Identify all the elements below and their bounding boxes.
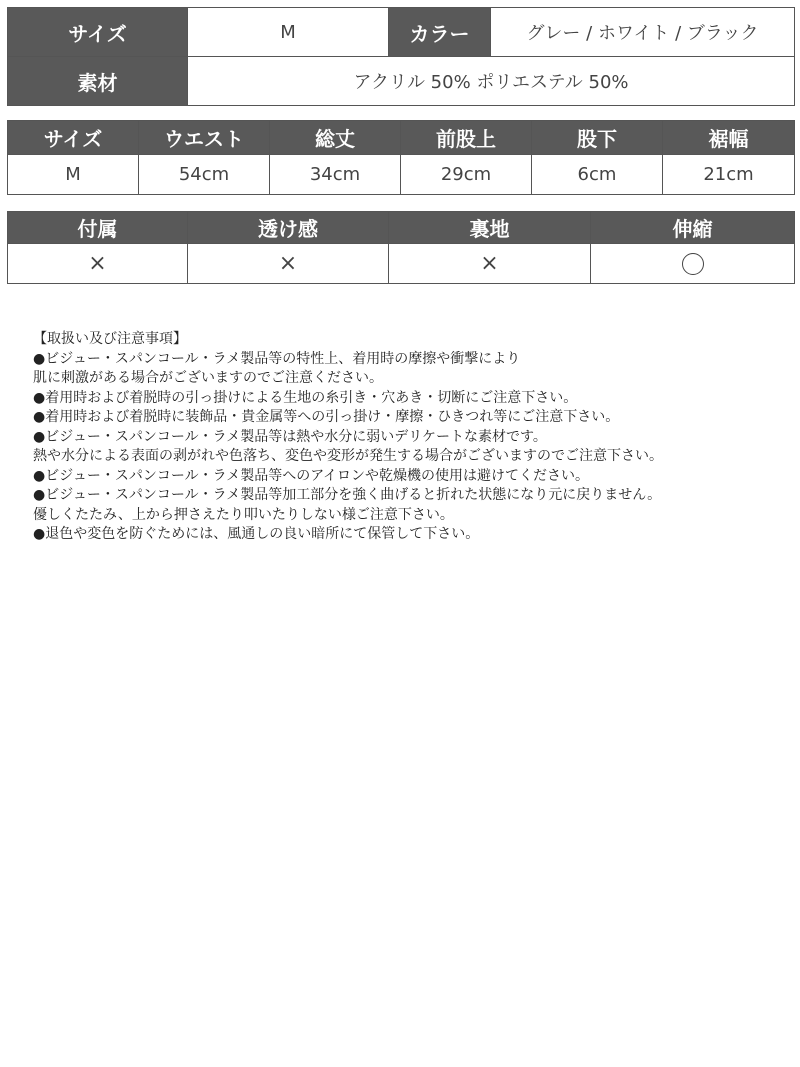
color-value: グレー / ホワイト / ブラック: [491, 8, 795, 57]
care-line: ●ビジュー・スパンコール・ラメ製品等の特性上、着用時の摩擦や衝撃により: [33, 350, 521, 367]
feature-value-row: [8, 244, 795, 284]
measurement-value: 34cm: [270, 155, 401, 195]
lining-cross-icon: [389, 244, 591, 284]
color-label: カラー: [389, 8, 491, 57]
cross-icon: ×: [88, 251, 107, 276]
measurement-value: M: [8, 155, 139, 195]
care-line: ●ビジュー・スパンコール・ラメ製品等は熱や水分に弱いデリケートな素材です。: [33, 428, 547, 445]
care-line: ●着用時および着脱時の引っ掛けによる生地の糸引き・穴あき・切断にご注意下さい。: [33, 389, 578, 406]
feature-table: [7, 211, 795, 284]
lining-header: 裏地: [389, 212, 591, 244]
material-label: 素材: [8, 57, 188, 106]
measurement-header: サイズ: [8, 121, 139, 155]
measurement-table: [7, 120, 795, 195]
size-color-row: [8, 8, 795, 57]
measurement-value: 6cm: [532, 155, 663, 195]
measurement-header: 前股上: [401, 121, 532, 155]
cross-icon: ×: [278, 251, 298, 276]
care-line: ●着用時および着脱時に装飾品・貴金属等への引っ掛け・摩擦・ひきつれ等にご注意下さい。: [33, 409, 620, 425]
accessory-header: 付属: [8, 212, 188, 244]
circle-icon: [682, 253, 704, 275]
feature-header-row: [8, 212, 795, 244]
care-line: 優しくたたみ、上から押さえたり叩いたりしない様ご注意下さい。: [33, 506, 454, 523]
stretch-header: 伸縮: [591, 212, 795, 244]
measurement-header: 裾幅: [663, 121, 795, 155]
cross-icon: ×: [480, 251, 499, 276]
measurement-value-row: [8, 155, 795, 195]
measurement-header: ウエスト: [139, 121, 270, 155]
material-row: [8, 57, 795, 106]
care-line: 肌に刺激がある場合がございますのでご注意ください。: [33, 370, 383, 386]
size-label: サイズ: [8, 8, 188, 57]
care-title: 【取扱い及び注意事項】: [33, 331, 187, 347]
measurement-value: 29cm: [401, 155, 532, 195]
measurement-value: 54cm: [139, 155, 270, 195]
sheerness-header: 透け感: [188, 212, 389, 244]
measurement-header: 股下: [532, 121, 663, 155]
care-line: ●退色や変色を防ぐためには、風通しの良い暗所にて保管して下さい。: [33, 526, 480, 542]
size-value: M: [188, 8, 389, 57]
care-line: 熱や水分による表面の剥がれや色落ち、変色や変形が発生する場合がございますのでご注意下さい。: [33, 448, 663, 464]
care-line: ●ビジュー・スパンコール・ラメ製品等加工部分を強く曲げると折れた状態になり元に戻りません。: [33, 487, 662, 503]
measurement-value: 21cm: [663, 155, 795, 195]
sheerness-cross-icon: [188, 244, 389, 284]
product-spec-table: [7, 7, 795, 106]
accessory-cross-icon: [8, 244, 188, 284]
measurement-header-row: [8, 121, 795, 155]
material-value: アクリル 50% ポリエステル 50%: [188, 57, 795, 106]
care-line: ●ビジュー・スパンコール・ラメ製品等へのアイロンや乾燥機の使用は避けてください。: [33, 467, 589, 484]
care-instructions: [33, 330, 793, 545]
measurement-header: 総丈: [270, 121, 401, 155]
stretch-circle-icon: [591, 244, 795, 284]
